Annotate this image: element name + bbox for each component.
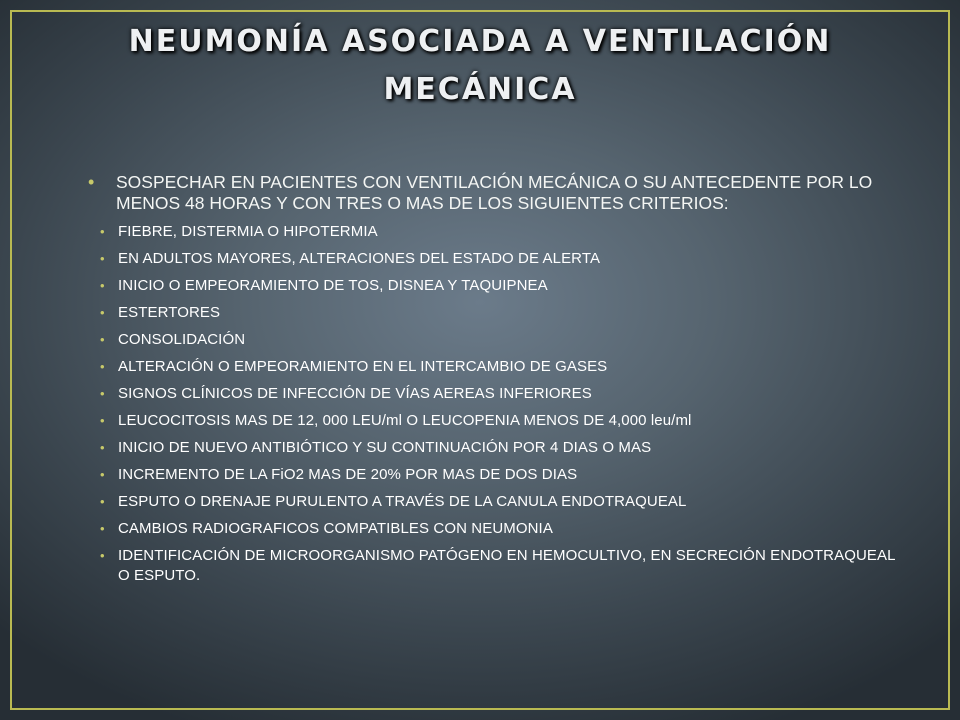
criteria-item (88, 411, 900, 431)
bullet-icon: • (100, 548, 105, 563)
bullet-icon: • (100, 224, 105, 239)
criteria-text: ESTERTORES (118, 304, 221, 321)
main-bullet (88, 172, 900, 214)
criteria-text: IDENTIFICACIÓN DE MICROORGANISMO PATÓGENO EN HEMOCULTIVO, EN SECRECIÓN ENDOTRAQUEAL O ESPUTO. (118, 547, 895, 584)
bullet-icon: • (100, 278, 105, 293)
criteria-text: LEUCOCITOSIS MAS DE 12, 000 LEU/ml O LEUCOPENIA MENOS DE 4,000 leu/ml (118, 412, 692, 429)
criteria-text: CONSOLIDACIÓN (118, 331, 246, 348)
criteria-text: INICIO DE NUEVO ANTIBIÓTICO Y SU CONTINUACIÓN POR 4 DIAS O MAS (118, 439, 652, 456)
bullet-icon: • (100, 521, 105, 536)
bullet-icon: • (100, 467, 105, 482)
criteria-text: CAMBIOS RADIOGRAFICOS COMPATIBLES CON NEUMONIA (118, 520, 553, 537)
criteria-text: INICIO O EMPEORAMIENTO DE TOS, DISNEA Y TAQUIPNEA (118, 277, 548, 294)
bullet-icon: • (88, 172, 95, 192)
slide-content (88, 172, 900, 593)
criteria-item (88, 465, 900, 485)
slide-title: NEUMONÍA ASOCIADA A VENTILACIÓN MECÁNICA (128, 24, 832, 107)
criteria-text: ALTERACIÓN O EMPEORAMIENTO EN EL INTERCAMBIO DE GASES (118, 358, 608, 375)
criteria-text: SIGNOS CLÍNICOS DE INFECCIÓN DE VÍAS AEREAS INFERIORES (118, 385, 592, 402)
bullet-icon: • (100, 386, 105, 401)
criteria-item (88, 438, 900, 458)
criteria-item (88, 303, 900, 323)
bullet-icon: • (100, 251, 105, 266)
criteria-item (88, 492, 900, 512)
criteria-item (88, 519, 900, 539)
criteria-item (88, 222, 900, 242)
bullet-icon: • (100, 332, 105, 347)
criteria-item (88, 276, 900, 296)
main-bullet-text: SOSPECHAR EN PACIENTES CON VENTILACIÓN MECÁNICA O SU ANTECEDENTE POR LO MENOS 48 HORAS Y CON TRES O MAS DE LOS SIGUIENTES CRITERIOS: (116, 172, 873, 213)
criteria-text: ESPUTO O DRENAJE PURULENTO A TRAVÉS DE LA CANULA ENDOTRAQUEAL (118, 493, 687, 510)
bullet-icon: • (100, 494, 105, 509)
criteria-text: INCREMENTO DE LA FiO2 MAS DE 20% POR MAS DE DOS DIAS (118, 466, 578, 483)
criteria-text: EN ADULTOS MAYORES, ALTERACIONES DEL ESTADO DE ALERTA (118, 250, 601, 267)
criteria-item (88, 249, 900, 269)
criteria-item (88, 546, 900, 586)
bullet-icon: • (100, 440, 105, 455)
criteria-item (88, 357, 900, 377)
criteria-item (88, 384, 900, 404)
bullet-icon: • (100, 413, 105, 428)
bullet-icon: • (100, 305, 105, 320)
criteria-item (88, 330, 900, 350)
bullet-icon: • (100, 359, 105, 374)
criteria-list (88, 222, 900, 586)
criteria-text: FIEBRE, DISTERMIA O HIPOTERMIA (118, 223, 378, 240)
